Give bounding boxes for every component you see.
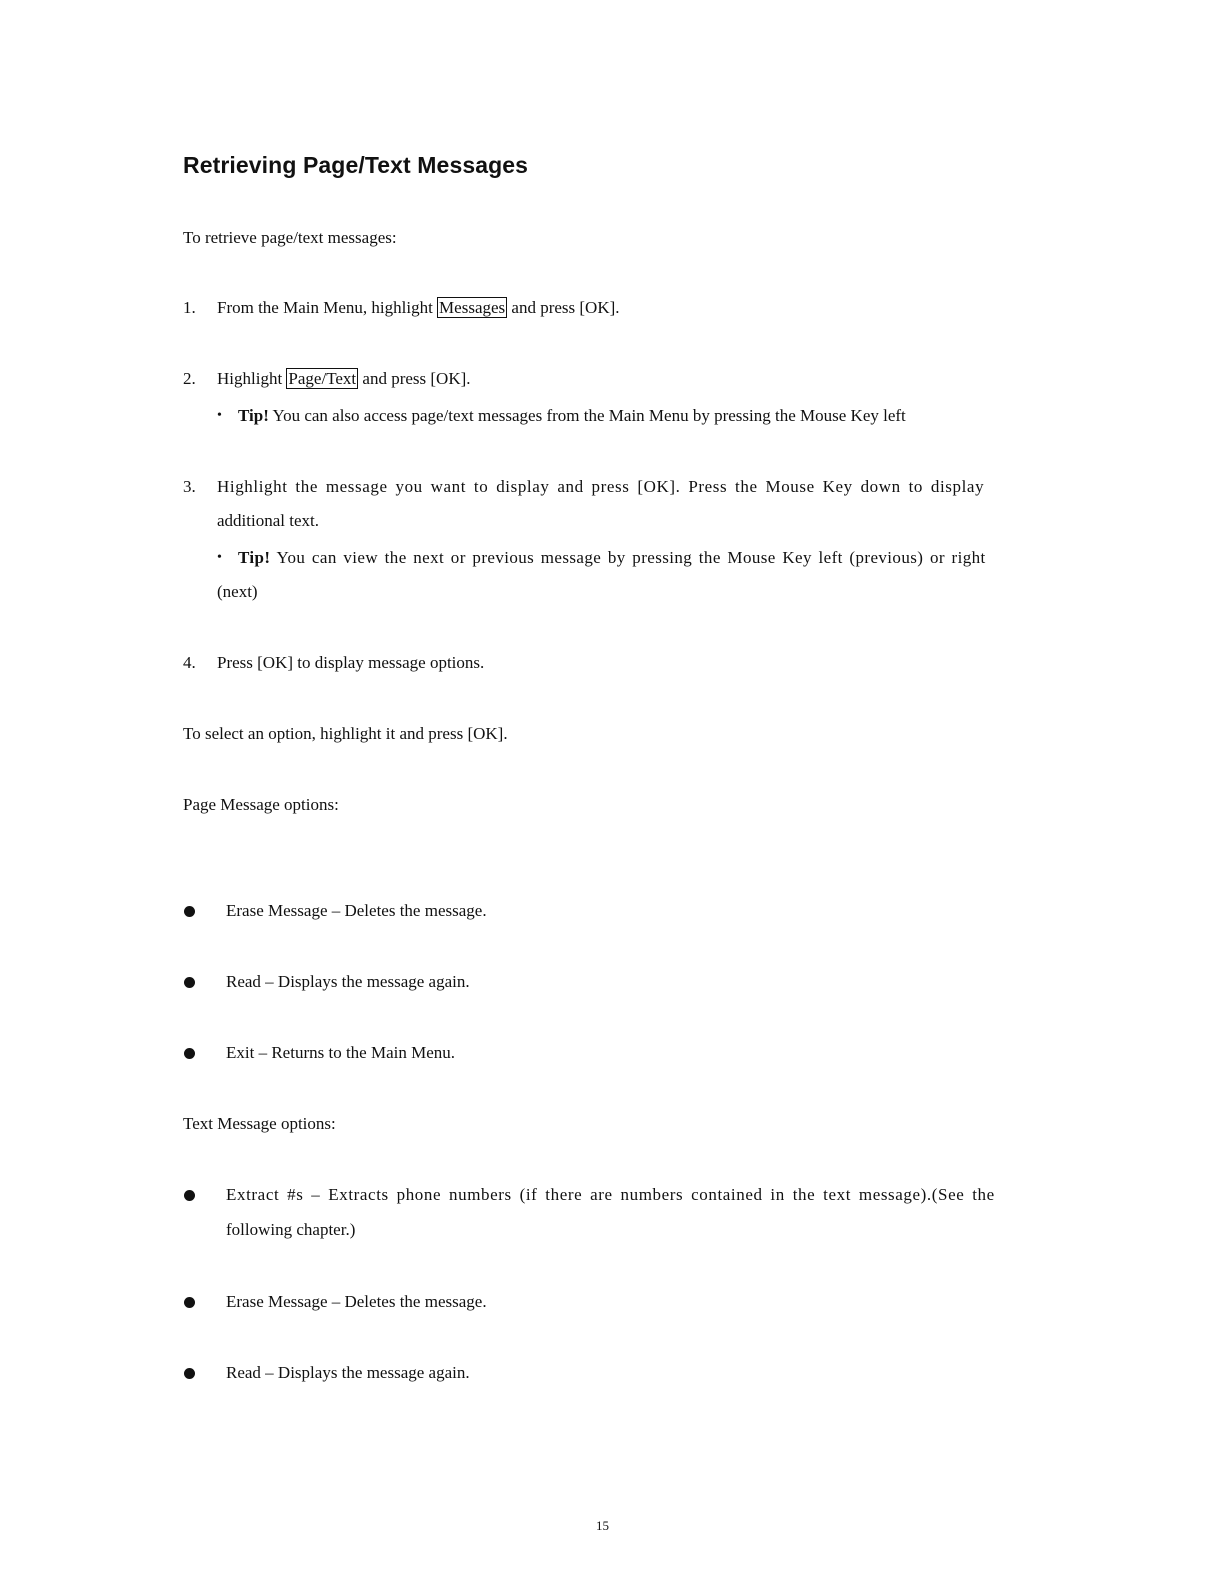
messages-menu-label: Messages: [439, 298, 506, 317]
bullet-icon: [184, 1368, 195, 1379]
step-number: 2.: [183, 369, 196, 388]
step-2-tip: [238, 406, 906, 426]
text-option-extract-line-2: following chapter.): [226, 1220, 356, 1239]
step-3-tip-line-2: (next): [217, 582, 258, 601]
bullet-icon: [184, 906, 195, 917]
tip-bullet-icon: •: [217, 408, 222, 423]
text-options-heading: Text Message options:: [183, 1114, 336, 1133]
step-2-text: [217, 369, 471, 389]
step-number: 4.: [183, 653, 196, 672]
tip-bullet-icon: •: [217, 550, 222, 565]
page-option-exit: Exit – Returns to the Main Menu.: [226, 1043, 456, 1062]
page-option-erase: Erase Message – Deletes the message.: [226, 901, 487, 920]
page-title: Retrieving Page/Text Messages: [183, 152, 529, 178]
step-number: 1.: [183, 298, 196, 317]
bullet-icon: [184, 1297, 195, 1308]
tip-label: Tip!: [238, 548, 271, 567]
text-option-erase: Erase Message – Deletes the message.: [226, 1292, 487, 1311]
bullet-icon: [184, 977, 195, 988]
select-note: To select an option, highlight it and press [OK].: [183, 724, 508, 743]
step-number: 3.: [183, 477, 196, 496]
step-3-line-1: Highlight the message you want to display and press [OK]. Press the Mouse Key down to display: [217, 477, 985, 496]
step-3-tip: [238, 548, 986, 568]
page-options-heading: Page Message options:: [183, 795, 339, 814]
step-1-pre: From the Main Menu, highlight: [217, 298, 438, 317]
step-1-text: [217, 298, 620, 318]
tip-text: You can also access page/text messages from the Main Menu by pressing the Mouse Key left: [268, 406, 906, 425]
step-2-post: and press [OK].: [358, 369, 471, 388]
step-3-line-2: additional text.: [217, 511, 319, 530]
step-4-text: Press [OK] to display message options.: [217, 653, 485, 672]
bullet-icon: [184, 1048, 195, 1059]
tip-text: You can view the next or previous message by pressing the Mouse Key left (previous) or right: [270, 548, 986, 567]
page-text-menu-label: Page/Text: [288, 369, 357, 388]
text-option-extract: Extract #s – Extracts phone numbers (if there are numbers contained in the text message).(See the: [226, 1185, 995, 1204]
tip-label: Tip!: [238, 406, 269, 425]
bullet-icon: [184, 1190, 195, 1201]
step-1-post: and press [OK].: [507, 298, 620, 317]
step-2-pre: Highlight: [217, 369, 287, 388]
page-number: 15: [596, 1518, 609, 1533]
page-option-read: Read – Displays the message again.: [226, 972, 470, 991]
intro-text: To retrieve page/text messages:: [183, 228, 397, 247]
text-option-read: Read – Displays the message again.: [226, 1363, 470, 1382]
